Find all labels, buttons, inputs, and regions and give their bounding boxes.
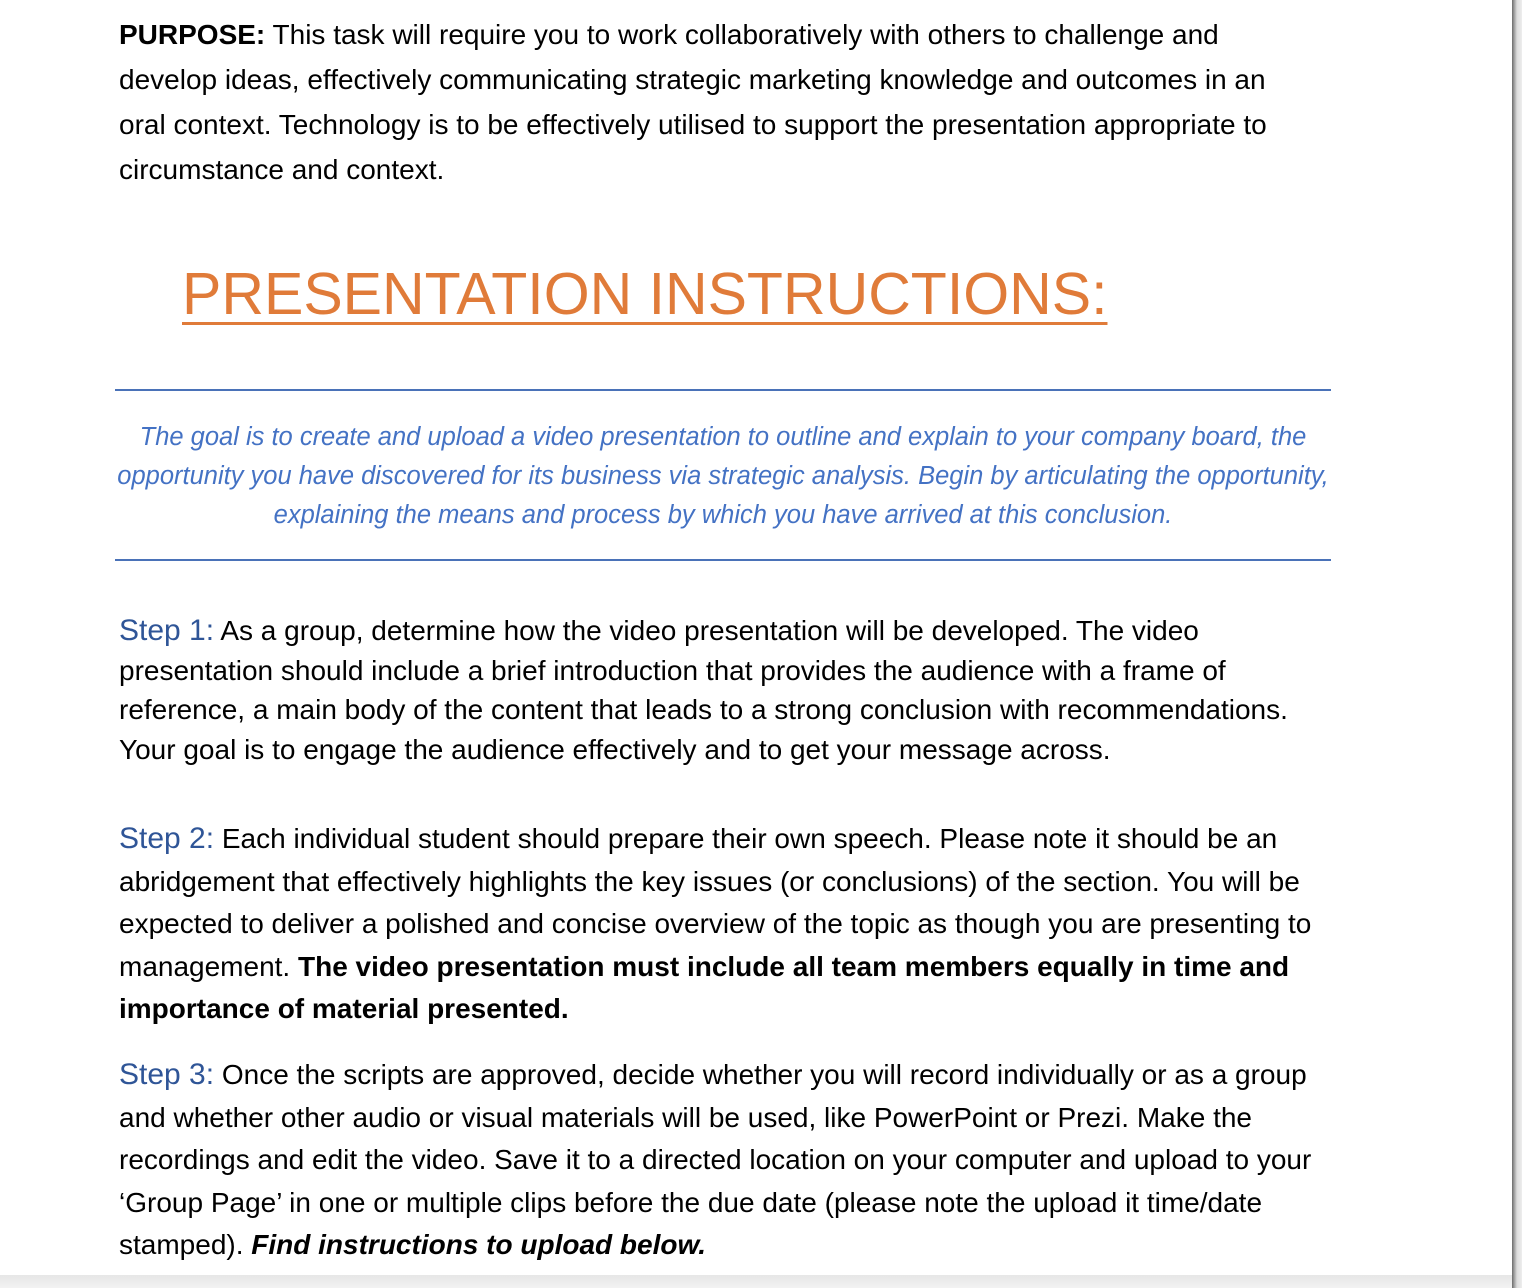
purpose-paragraph — [119, 12, 1319, 192]
step-3-label: Step 3: — [119, 1058, 215, 1091]
page-edge-shadow — [1512, 0, 1522, 1288]
step-2-paragraph — [119, 818, 1334, 1031]
presentation-instructions-heading: PRESENTATION INSTRUCTIONS: — [182, 261, 1108, 327]
page-bottom-gutter — [0, 1275, 1512, 1288]
step-2-text: Each individual student should prepare their own speech. Please note it should be an abridgement that effectively highlights the key issues (or conclusions) of the section. You will be expected to deliver a polished and concise overview of the topic as though you are presenting to management. — [119, 823, 1312, 982]
step-2-label: Step 2: — [119, 822, 215, 855]
goal-quote: The goal is to create and upload a video presentation to outline and explain to your company board, the opportunity you have discovered for its business via strategic analysis. Begin by articulating the opportunity, explaining the means and process by which you have arrived at this conclusion. — [117, 423, 1329, 529]
step-3-text: Once the scripts are approved, decide whether you will record individually or as a group and whether other audio or visual materials will be used, like PowerPoint or Prezi. Make the recordings and edit the video. Save it to a directed location on your computer and upload to your ‘Group Page’ in one or multiple clips before the due date (please note the upload it time/date stamped). — [119, 1059, 1312, 1260]
step-2-bold-text: The video presentation must include all team members equally in time and importance of material presented. — [119, 950, 1290, 1024]
step-1-label: Step 1: — [119, 614, 215, 647]
step-1-paragraph — [119, 611, 1334, 769]
step-3-paragraph — [119, 1054, 1334, 1267]
purpose-label: PURPOSE: — [119, 19, 266, 50]
step-3-upload-instructions-text: Find instructions to upload below. — [251, 1229, 706, 1260]
step-1-text: As a group, determine how the video presentation will be developed. The video presentation should include a brief introduction that provides the audience with a frame of reference, a main body of the content that leads to a strong conclusion with recommendations. Your goal is to engage the audience effectively and to get your message across. — [119, 615, 1288, 765]
goal-top-rule — [115, 389, 1331, 391]
goal-bottom-rule — [115, 559, 1331, 561]
purpose-text: This task will require you to work collaboratively with others to challenge and develop ideas, effectively communicating strategic marketing knowledge and outcomes in an oral context. Technology is to be effectively utilised to support the presentation appropriate to circumstance and context. — [119, 19, 1267, 185]
